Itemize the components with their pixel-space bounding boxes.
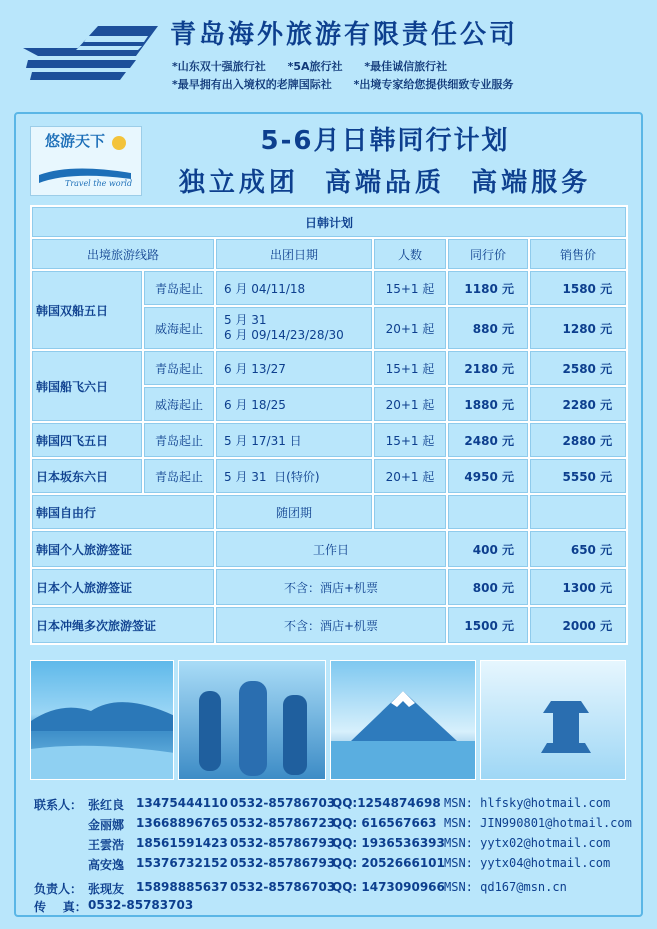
table-caption: 日韩计划 <box>31 206 627 238</box>
trade-price: 1180 元 <box>447 270 529 306</box>
group-size: 15+1 起 <box>373 270 447 306</box>
slogan: *山东双十强旅行社 <box>172 60 266 73</box>
departure-city: 威海起止 <box>143 386 215 422</box>
contact-mobile: 15376732152 <box>136 856 228 870</box>
route-name: 日本坂东六日 <box>31 458 143 494</box>
mountain-photo <box>330 660 476 780</box>
trade-price: 800 元 <box>447 568 529 606</box>
visa-name: 日本个人旅游签证 <box>31 568 215 606</box>
table-caption-row <box>31 206 627 238</box>
contact-msn: MSN: hlfsky@hotmail.com <box>444 796 611 810</box>
group-size: 15+1 起 <box>373 422 447 458</box>
contact-mobile: 13475444110 <box>136 796 228 810</box>
contact-mobile: 18561591423 <box>136 836 228 850</box>
table-row <box>31 458 627 494</box>
manager-msn: MSN: qd167@msn.cn <box>444 880 567 894</box>
column-header: 出团日期 <box>215 238 373 270</box>
table-header-row <box>31 238 627 270</box>
manager-name: 张现友 <box>88 882 125 896</box>
retail-price: 2280 元 <box>529 386 627 422</box>
manager-phone: 0532-85786703 <box>230 880 336 894</box>
contact-msn: MSN: yytx02@hotmail.com <box>444 836 611 850</box>
sub-title: 独立成团 高端品质 高端服务 <box>178 168 592 198</box>
fax-number: 0532-85783703 <box>88 898 194 912</box>
contact-qq: QQ:1254874698 <box>332 796 441 810</box>
contact-qq: QQ: 616567663 <box>332 816 437 830</box>
column-header: 人数 <box>373 238 447 270</box>
retail-price: 2580 元 <box>529 350 627 386</box>
table-row <box>31 530 627 568</box>
slogan: *最早拥有出入境权的老牌国际社 <box>172 78 332 91</box>
contact-name: 高安逸 <box>88 858 125 872</box>
brand-tagline: Travel the world <box>65 179 133 188</box>
contact-qq: QQ: 2052666101 <box>332 856 445 870</box>
date-line: 5 月 17/31 日 <box>224 433 302 448</box>
table-row <box>31 422 627 458</box>
date-line: 5 月 31 <box>224 313 267 327</box>
trade-price: 4950 元 <box>447 458 529 494</box>
contact-phone: 0532-85786793 <box>230 856 336 870</box>
photo-strip <box>30 660 626 780</box>
brand-name: 悠游天下 <box>45 132 106 150</box>
slogan-line-2 <box>172 76 531 92</box>
contact-name: 金丽娜 <box>88 818 125 832</box>
header <box>0 0 657 110</box>
retail-price: 1580 元 <box>529 270 627 306</box>
retail-price: 5550 元 <box>529 458 627 494</box>
castle-photo <box>480 660 626 780</box>
contact-name: 王雲浩 <box>88 838 125 852</box>
manager-qq: QQ: 1473090966 <box>332 880 445 894</box>
date-line: 6 月 18/25 <box>224 397 286 412</box>
contact-phone: 0532-85786703 <box>230 796 336 810</box>
contact-msn: MSN: JIN990801@hotmail.com <box>444 816 632 830</box>
table-row <box>31 350 627 386</box>
coast-photo <box>30 660 174 780</box>
date-line: 6 月 04/11/18 <box>224 281 306 296</box>
retail-price: 2880 元 <box>529 422 627 458</box>
table-row <box>31 606 627 644</box>
manager-label: 负责人： <box>34 882 83 896</box>
plan-table <box>30 205 628 645</box>
departure-city: 青岛起止 <box>143 422 215 458</box>
departure-dates: 随团期 <box>215 494 373 530</box>
group-size <box>373 494 447 530</box>
trade-price: 2480 元 <box>447 422 529 458</box>
departure-dates <box>215 270 373 306</box>
retail-price: 1280 元 <box>529 306 627 350</box>
date-line: 6 月 13/27 <box>224 361 286 376</box>
retail-price <box>529 494 627 530</box>
trade-price: 880 元 <box>447 306 529 350</box>
route-name: 韩国自由行 <box>31 494 215 530</box>
fax-label: 传 真： <box>34 900 87 914</box>
visa-note: 不含：酒店+机票 <box>215 606 447 644</box>
departure-city: 青岛起止 <box>143 350 215 386</box>
group-size: 15+1 起 <box>373 350 447 386</box>
trade-price: 1500 元 <box>447 606 529 644</box>
route-name: 韩国四飞五日 <box>31 422 143 458</box>
route-name: 韩国双船五日 <box>31 270 143 350</box>
retail-price: 650 元 <box>529 530 627 568</box>
contact-phone: 0532-85786793 <box>230 836 336 850</box>
table-row <box>31 568 627 606</box>
company-logo-icon <box>18 18 168 88</box>
contact-phone: 0532-85786723 <box>230 816 336 830</box>
manager-mobile: 15898885637 <box>136 880 228 894</box>
contact-msn: MSN: yytx04@hotmail.com <box>444 856 611 870</box>
table-row <box>31 494 627 530</box>
departure-dates <box>215 422 373 458</box>
date-line: 6 月 09/14/23/28/30 <box>224 328 344 342</box>
departure-dates <box>215 306 373 350</box>
retail-price: 2000 元 <box>529 606 627 644</box>
group-size: 20+1 起 <box>373 306 447 350</box>
departure-dates <box>215 386 373 422</box>
visa-name: 日本冲绳多次旅游签证 <box>31 606 215 644</box>
trade-price: 400 元 <box>447 530 529 568</box>
column-header: 销售价 <box>529 238 627 270</box>
contact-mobile: 13668896765 <box>136 816 228 830</box>
trade-price <box>447 494 529 530</box>
departure-city: 青岛起止 <box>143 270 215 306</box>
route-name: 韩国船飞六日 <box>31 350 143 422</box>
date-line: 5 月 31 日(特价) <box>224 469 320 484</box>
slogan: *5A旅行社 <box>287 60 343 73</box>
table-row <box>31 270 627 306</box>
trade-price: 1880 元 <box>447 386 529 422</box>
contact-qq: QQ: 1936536393 <box>332 836 445 850</box>
visa-note: 不含：酒店+机票 <box>215 568 447 606</box>
contact-name: 张红良 <box>88 798 125 812</box>
slogan: *最佳诚信旅行社 <box>364 60 448 73</box>
brand-logo <box>30 126 142 196</box>
stone-statues-photo <box>178 660 326 780</box>
contact-label: 联系人： <box>34 798 83 812</box>
trade-price: 2180 元 <box>447 350 529 386</box>
departure-dates <box>215 350 373 386</box>
group-size: 20+1 起 <box>373 458 447 494</box>
slogan-line-1 <box>172 58 465 74</box>
retail-price: 1300 元 <box>529 568 627 606</box>
column-header: 出境旅游线路 <box>31 238 215 270</box>
departure-dates <box>215 458 373 494</box>
departure-city: 青岛起止 <box>143 458 215 494</box>
visa-name: 韩国个人旅游签证 <box>31 530 215 568</box>
main-title: 5-6月日韩同行计划 <box>260 126 510 156</box>
departure-city: 威海起止 <box>143 306 215 350</box>
company-name: 青岛海外旅游有限责任公司 <box>170 20 519 50</box>
slogan: *出境专家给您提供细致专业服务 <box>353 78 514 91</box>
column-header: 同行价 <box>447 238 529 270</box>
visa-note: 工作日 <box>215 530 447 568</box>
group-size: 20+1 起 <box>373 386 447 422</box>
